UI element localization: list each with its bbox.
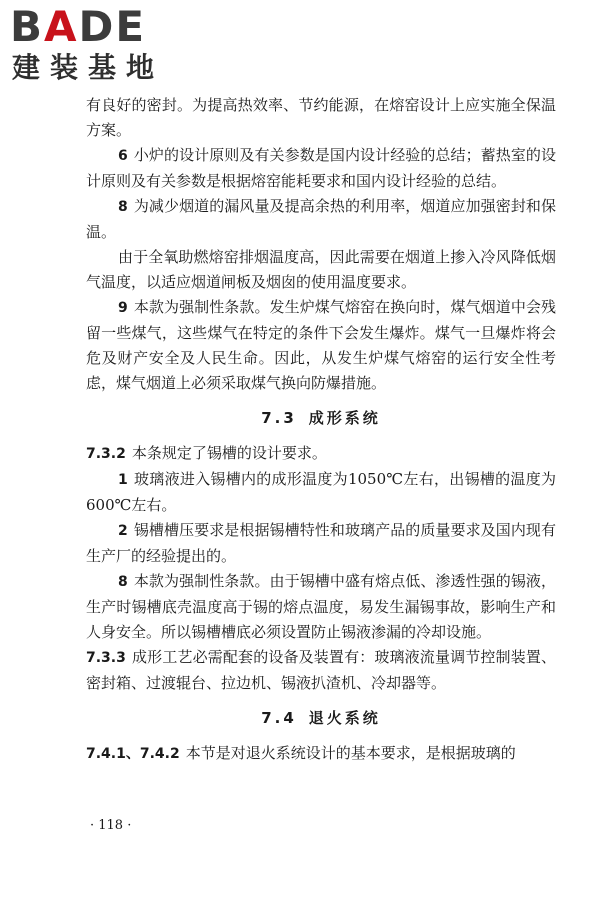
paragraph (86, 569, 556, 645)
paragraph (86, 441, 556, 467)
clause-number: 8 (118, 574, 128, 590)
paragraph (86, 741, 556, 767)
paragraph (86, 245, 556, 295)
paragraph-text: 本款为强制性条款。由于锡槽中盛有熔点低、渗透性强的锡液，生产时锡槽底壳温度高于锡的熔点温度，易发生漏锡事故，影响生产和人身安全。所以锡槽槽底必须设置防止锡液渗漏的冷却设施。 (86, 572, 556, 641)
intro-paragraphs (86, 93, 556, 396)
clause-number: 9 (118, 300, 128, 316)
clause-number: 7.4.1、7.4.2 (86, 746, 180, 762)
clause-number: 6 (118, 148, 128, 164)
paragraph-text: 玻璃液进入锡槽内的成形温度为1050℃左右，出锡槽的温度为600℃左右。 (86, 470, 556, 514)
clause-number: 1 (118, 472, 128, 488)
paragraph-text: 锡槽槽压要求是根据锡槽特性和玻璃产品的质量要求及国内现有生产厂的经验提出的。 (86, 521, 556, 565)
paragraph (86, 143, 556, 194)
clause-number: 2 (118, 523, 128, 539)
paragraph (86, 93, 556, 143)
paragraph-text: 本节是对退火系统设计的基本要求，是根据玻璃的 (185, 744, 516, 762)
paragraph-text: 由于全氧助燃熔窑排烟温度高，因此需要在烟道上掺入冷风降低烟气温度，以适应烟道闸板及烟囱的使用温度要求。 (86, 248, 556, 291)
paragraph (86, 518, 556, 569)
clause-number: 8 (118, 199, 128, 215)
paragraph-text: 本条规定了锡槽的设计要求。 (131, 444, 327, 462)
paragraph-text: 有良好的密封。为提高热效率、节约能源，在熔窑设计上应实施全保温方案。 (86, 96, 556, 139)
document-body (86, 93, 556, 767)
section-heading-7-3: 7.3 成形系统 (261, 409, 381, 427)
clause-number: 7.3.3 (86, 650, 126, 666)
paragraph-text: 为减少烟道的漏风量及提高余热的利用率，烟道应加强密封和保温。 (86, 197, 556, 241)
section-7-4-paragraphs (86, 741, 556, 767)
logo-subtitle: 建装基地 (12, 51, 165, 84)
paragraph-text: 本款为强制性条款。发生炉煤气熔窑在换向时，煤气烟道中会残留一些煤气，这些煤气在特定的条件下会发生爆炸。煤气一旦爆炸将会危及财产安全及人民生命。因此，从发生炉煤气熔窑的运行安全性考虑，煤气烟道上必须采取煤气换向防爆措施。 (86, 298, 556, 392)
bade-logo (10, 4, 180, 86)
paragraph-text: 小炉的设计原则及有关参数是国内设计经验的总结；蓄热室的设计原则及有关参数是根据熔窑能耗要求和国内设计经验的总结。 (86, 146, 556, 190)
paragraph (86, 645, 556, 696)
paragraph-text: 成形工艺必需配套的设备及装置有：玻璃液流量调节控制装置、密封箱、过渡辊台、拉边机、锡液扒渣机、冷却器等。 (86, 648, 556, 692)
paragraph (86, 295, 556, 396)
paragraph (86, 194, 556, 245)
page-number: · 118 · (90, 818, 132, 833)
clause-number: 7.3.2 (86, 446, 126, 462)
section-heading-7-4: 7.4 退火系统 (261, 709, 381, 727)
logo-wordmark: BADE (10, 2, 147, 51)
section-7-3-paragraphs (86, 441, 556, 696)
paragraph (86, 467, 556, 518)
